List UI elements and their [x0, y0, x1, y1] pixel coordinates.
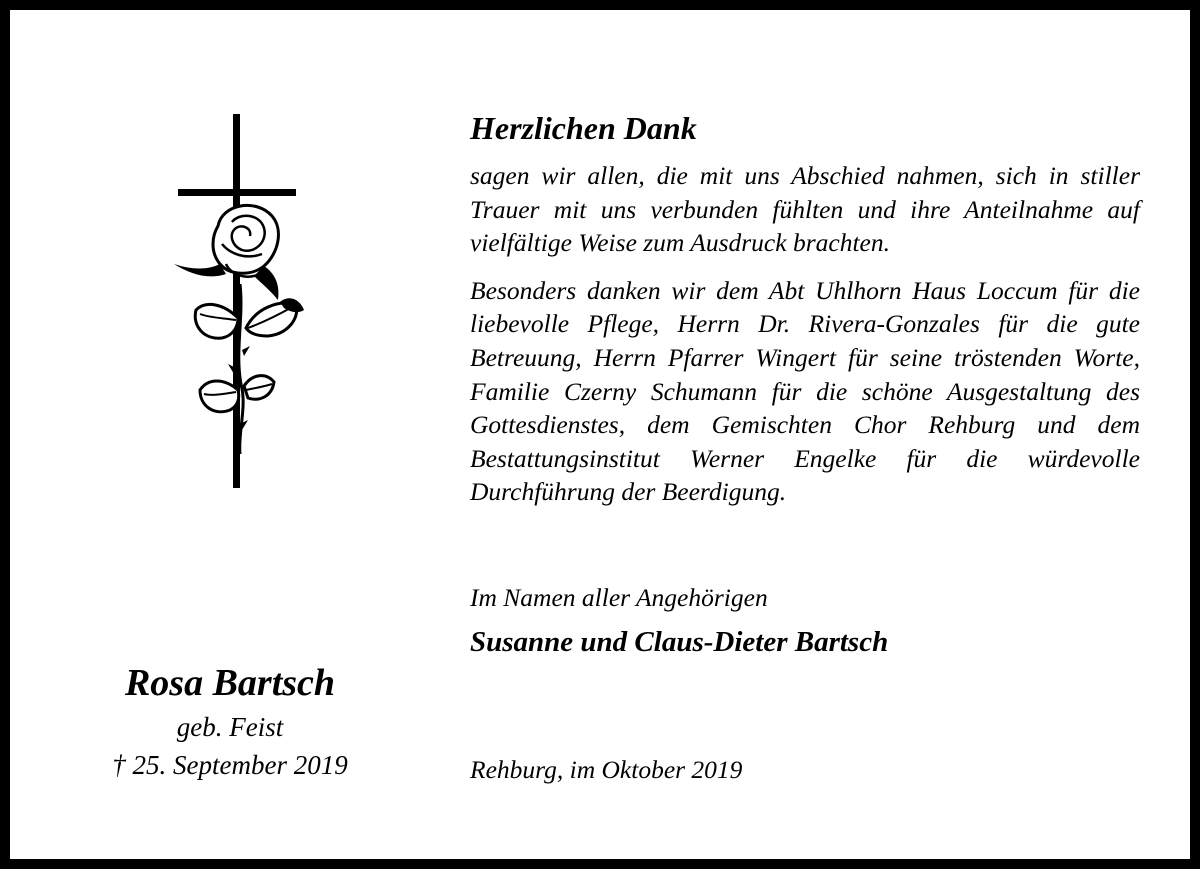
cross-with-rose-icon [160, 104, 320, 490]
thanks-paragraph-2: Besonders danken wir dem Abt Uhlhorn Haus Loccum für die liebevolle Pflege, Herrn Dr. Rivera-Gonzales für die gute Betreuung, Herrn Pfarrer Wingert für seine tröstenden Worte, Familie Czerny Schumann für die schöne Ausgestaltung des Gottesdienstes, dem Gemischten Chor Rehburg und dem Bestattungsinstitut Werner Engelke für die würdevolle Durchführung der Beerdigung. [470, 275, 1140, 507]
death-date: † 25. September 2019 [112, 750, 348, 780]
maiden-name: geb. Feist [176, 712, 284, 742]
thanks-text [470, 105, 1140, 523]
thanks-paragraph-1: sagen wir allen, die mit uns Abschied nahmen, sich in stiller Trauer mit uns verbunden fühlten und ihre Anteilnahme auf vielfältige Weise zum Ausdruck brachten. [470, 161, 1140, 258]
deceased-name: Rosa Bartsch [124, 662, 336, 704]
deceased-info [70, 658, 390, 784]
place-date: Rehburg, im Oktober 2019 [470, 755, 743, 784]
thanks-heading: Herzlichen Dank [470, 110, 697, 146]
signers: Susanne und Claus-Dieter Bartsch [470, 626, 889, 658]
closing-line: Im Namen aller Angehörigen [470, 583, 768, 612]
closing-block [470, 580, 1140, 664]
